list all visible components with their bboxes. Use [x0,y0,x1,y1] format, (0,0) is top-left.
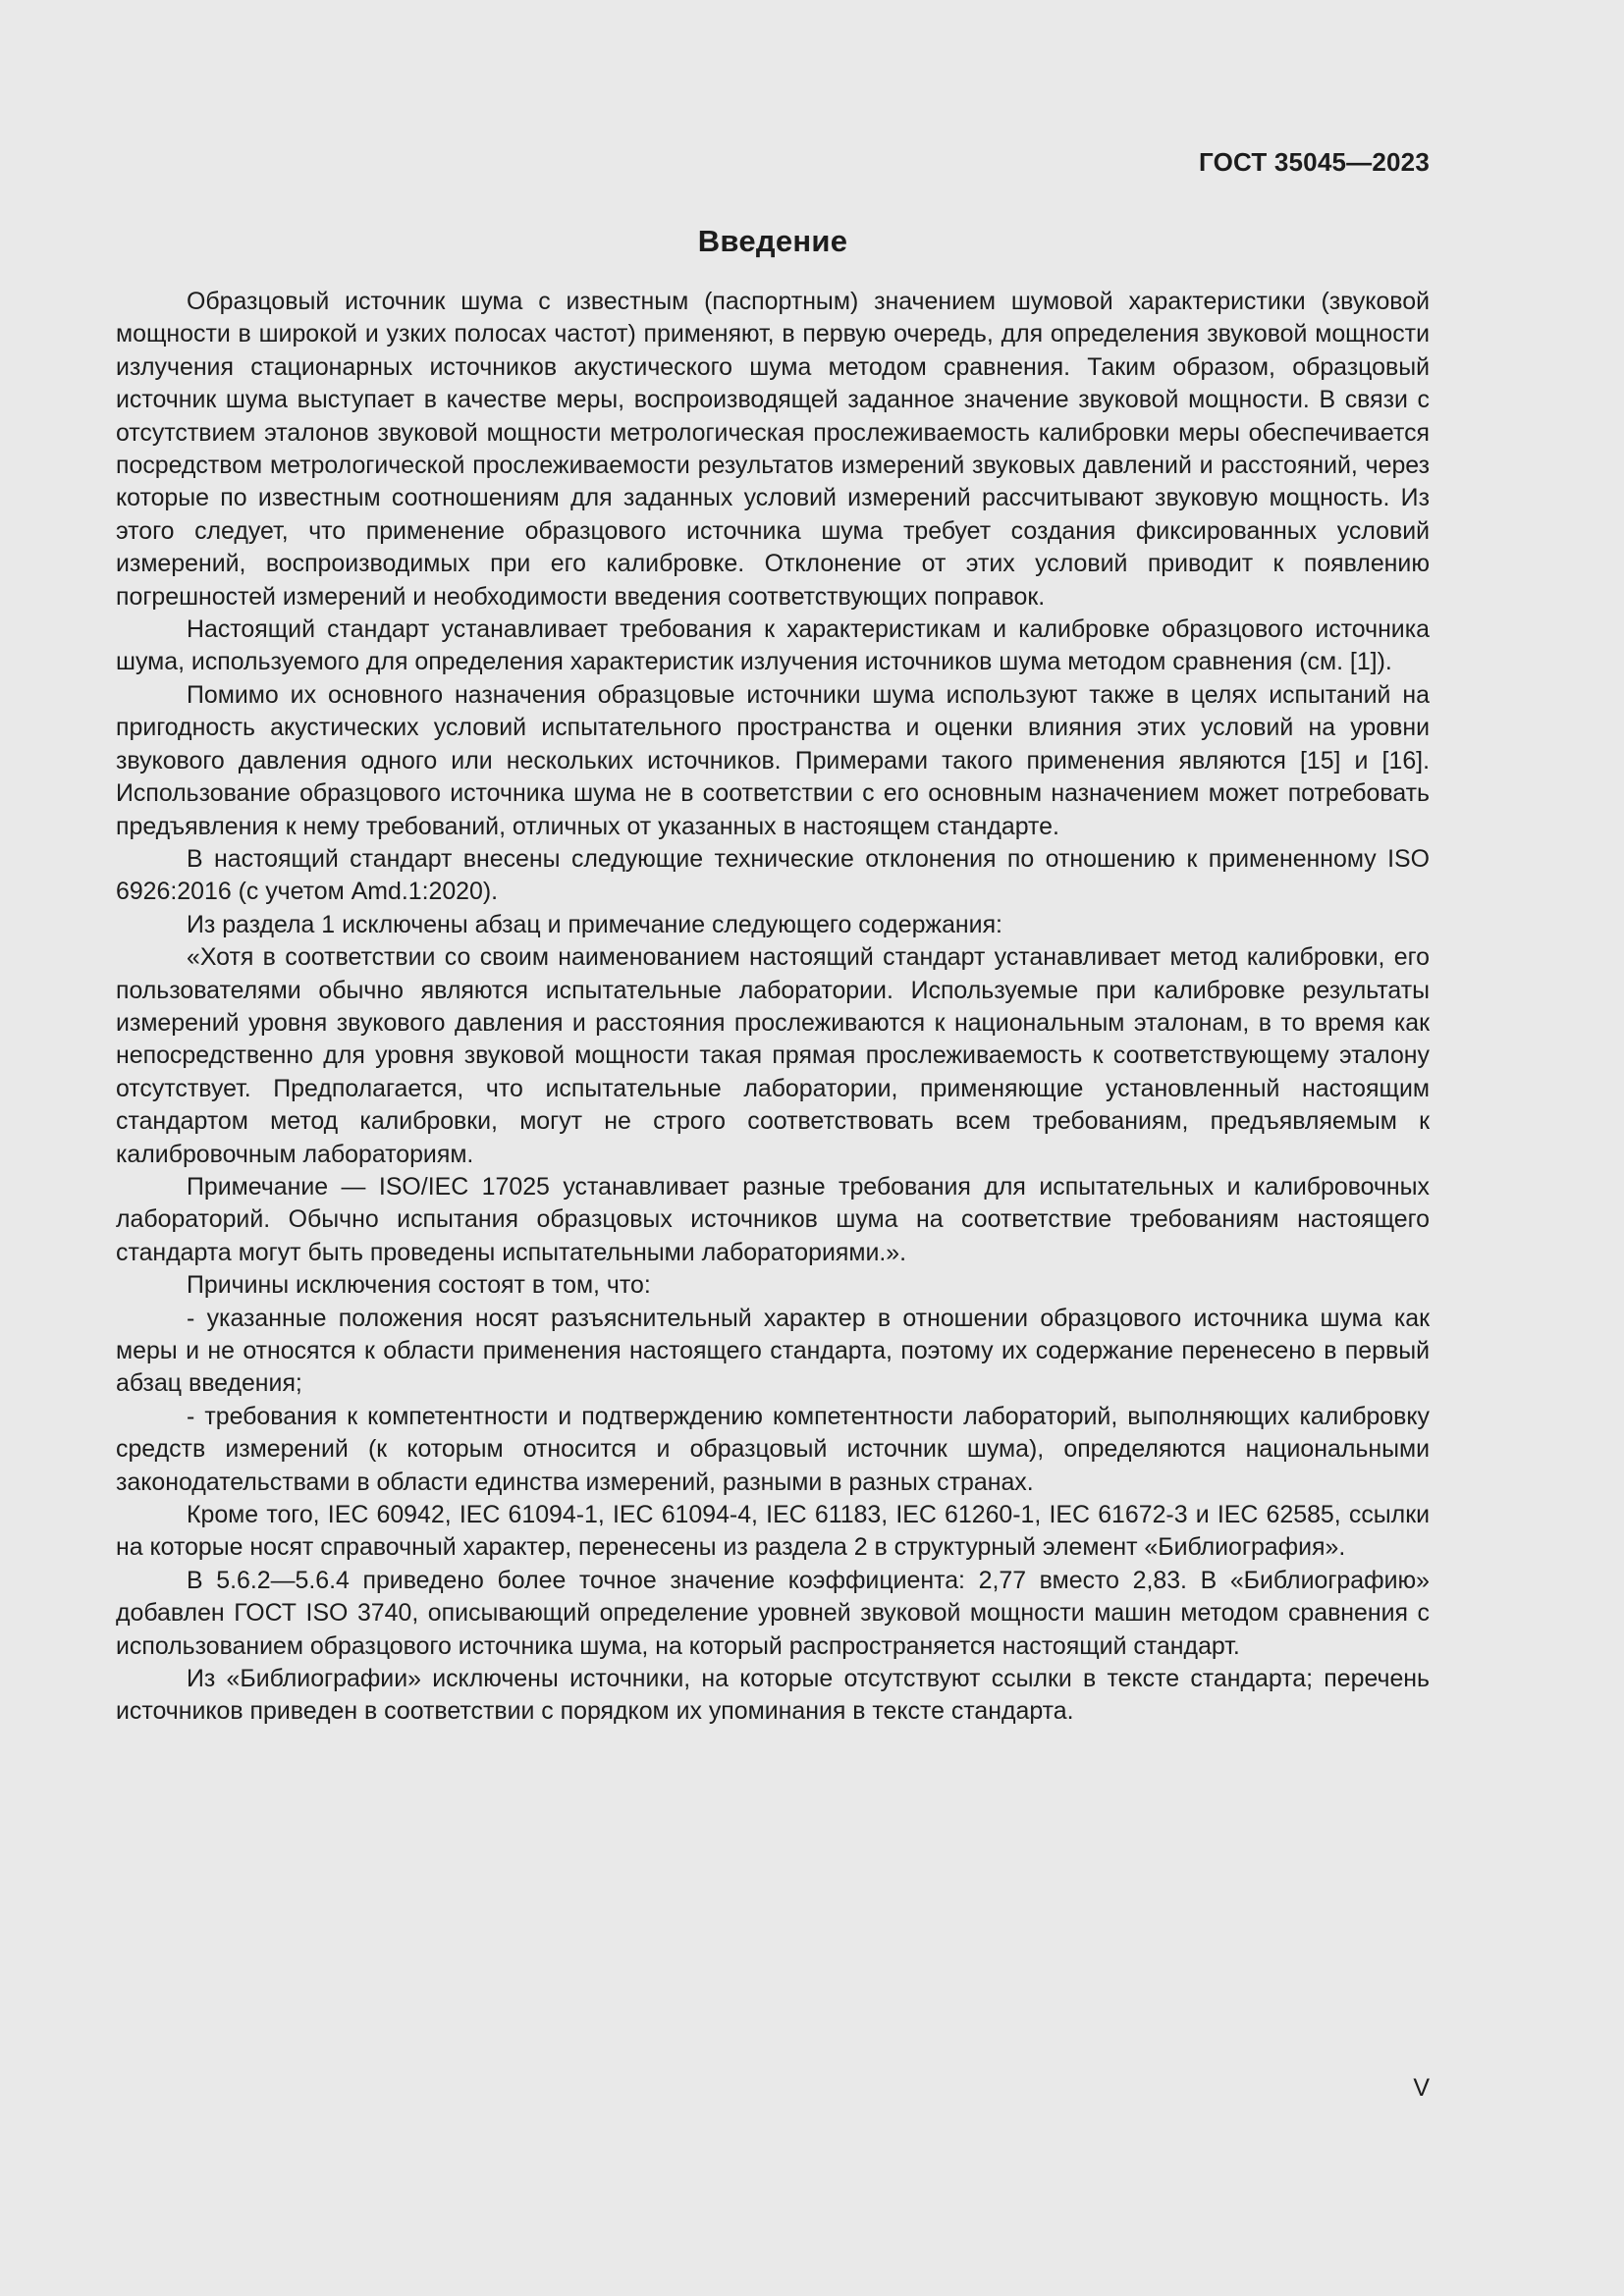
list-item: - требования к компетентности и подтверждению компетентности лабораторий, выполняющих калибровку средств измерений (к которым относится и образцовый источник шума), определяются национальными законодательствами в области единства измерений, разными в разных странах. [116,1402,1430,1496]
note-paragraph: Примечание — ISO/IEC 17025 устанавливает разные требования для испытательных и калибровочных лабораторий. Обычно испытания образцовых источников шума на соответствие требованиям настоящего стандарта могут быть проведены испытательными лабораториями.». [116,1172,1430,1266]
paragraph: Кроме того, IEC 60942, IEC 61094-1, IEC 61094-4, IEC 61183, IEC 61260-1, IEC 61672-3 и IEC 62585, ссылки на которые носят справочный характер, перенесены из раздела 2 в структурный элемент «Библиография». [116,1501,1430,1562]
paragraph: Помимо их основного назначения образцовые источники шума используют также в целях испытаний на пригодность акустических условий испытательного пространства и оценки влияния этих условий на уровни звукового давления одного или нескольких источников. Примерами такого применения являются [15] и [16]. Использование образцового источника шума не в соответствии с его основным назначением может потребовать предъявления к нему требований, отличных от указанных в настоящем стандарте. [116,680,1430,840]
quoted-paragraph: «Хотя в соответствии со своим наименованием настоящий стандарт устанавливает метод калибровки, его пользователями обычно являются испытательные лаборатории. Используемые при калибровке результаты измерений уровня звукового давления и расстояния прослеживаются к национальным эталонам, в то время как непосредственно для уровня звуковой мощности такая прямая прослеживаемость к соответствующему эталону отсутствует. Предполагается, что испытательные лаборатории, применяющие установленный настоящим стандартом метод калибровки, могут не строго соответствовать всем требованиям, предъявляемым к калибровочным лабораториям. [116,943,1430,1168]
paragraph: Из раздела 1 исключены абзац и примечание следующего содержания: [187,910,1002,938]
standard-code: ГОСТ 35045—2023 [1199,147,1430,177]
page-number: V [1413,2074,1430,2102]
paragraph: Настоящий стандарт устанавливает требования к характеристикам и калибровке образцового источника шума, используемого для определения характеристик излучения источников шума методом сравнения (см. [1]). [116,615,1430,676]
paragraph: В настоящий стандарт внесены следующие технические отклонения по отношению к примененному ISO 6926:2016 (с учетом Amd.1:2020). [116,844,1430,906]
paragraph: Причины исключения состоят в том, что: [187,1271,651,1300]
paragraph: Из «Библиографии» исключены источники, на которые отсутствуют ссылки в тексте стандарта; перечень источников приведен в соответствии с порядком их упоминания в тексте стандарта. [116,1665,1430,1726]
body-text [116,286,1430,1729]
list-item: - указанные положения носят разъяснительный характер в отношении образцового источника шума как меры и не относятся к области применения настоящего стандарта, поэтому их содержание перенесено в первый абзац введения; [116,1304,1430,1398]
paragraph: В 5.6.2—5.6.4 приведено более точное значение коэффициента: 2,77 вместо 2,83. В «Библиографию» добавлен ГОСТ ISO 3740, описывающий определение уровней звуковой мощности машин методом сравнения с использованием образцового источника шума, на который распространяется настоящий стандарт. [116,1566,1430,1660]
paragraph: Образцовый источник шума с известным (паспортным) значением шумовой характеристики (звуковой мощности в широкой и узких полосах частот) применяют, в первую очередь, для определения звуковой мощности излучения стационарных источников акустического шума методом сравнения. Таким образом, образцовый источник шума выступает в качестве меры, воспроизводящей заданное значение звуковой мощности. В связи с отсутствием эталонов звуковой мощности метрологическая прослеживаемость калибровки меры обеспечивается посредством метрологической прослеживаемости результатов измерений звуковых давлений и расстояний, через которые по известным соотношениям для заданных условий измерений рассчитывают звуковую мощность. Из этого следует, что применение образцового источника шума требует создания фиксированных условий измерений, воспроизводимых при его калибровке. Отклонение от этих условий приводит к появлению погрешностей измерений и необходимости введения соответствующих поправок. [116,288,1430,611]
section-title: Введение [697,224,848,258]
